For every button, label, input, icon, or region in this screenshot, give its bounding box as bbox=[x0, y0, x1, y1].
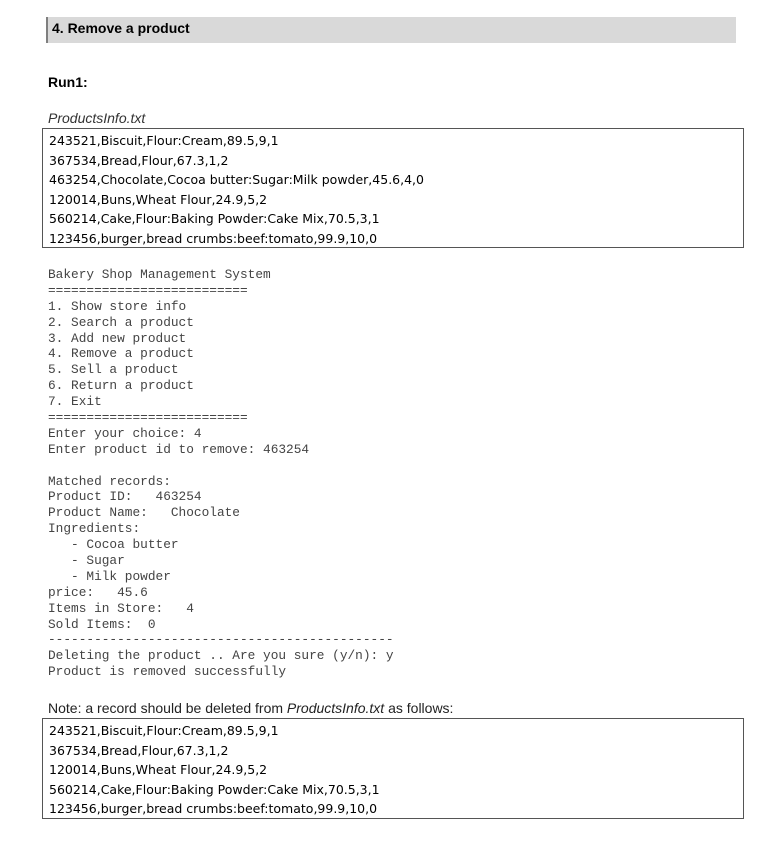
console-line: Matched records: bbox=[48, 473, 171, 489]
console-line: 3. Add new product bbox=[48, 330, 187, 346]
console-line: - Sugar bbox=[48, 553, 125, 569]
console-line bbox=[48, 458, 394, 474]
console-line: Ingredients: bbox=[48, 521, 141, 537]
console-line: Sold Items: 0 bbox=[48, 616, 156, 632]
note-text bbox=[48, 700, 453, 716]
file-line: 123456,burger,bread crumbs:beef:tomato,99.9,10,0 bbox=[49, 230, 378, 246]
file-line: 243521,Biscuit,Flour:Cream,89.5,9,1 bbox=[49, 723, 279, 738]
file-caption: ProductsInfo.txt bbox=[48, 110, 146, 126]
console-line: --------------------------------------------- bbox=[48, 632, 394, 648]
note-suffix: as follows: bbox=[384, 700, 454, 716]
file-line: 123456,burger,bread crumbs:beef:tomato,99.9,10,0 bbox=[49, 801, 378, 817]
file-line: 560214,Cake,Flour:Baking Powder:Cake Mix,70.5,3,1 bbox=[49, 211, 380, 227]
file-contents-before bbox=[42, 128, 744, 248]
console-line: Enter product id to remove: 463254 bbox=[48, 441, 310, 457]
console-line: 6. Return a product bbox=[48, 378, 194, 394]
console-line: Product ID: 463254 bbox=[48, 489, 202, 505]
console-line: Deleting the product .. Are you sure (y/n): y bbox=[48, 648, 394, 664]
console-line: Product Name: Chocolate bbox=[48, 505, 240, 521]
section-title: 4. Remove a product bbox=[52, 20, 190, 36]
file-line: 367534,Bread,Flour,67.3,1,2 bbox=[49, 742, 229, 758]
console-line: - Milk powder bbox=[48, 568, 171, 584]
console-line: 5. Sell a product bbox=[48, 362, 179, 378]
console-line: Enter your choice: 4 bbox=[48, 425, 202, 441]
console-line: Product is removed successfully bbox=[48, 664, 287, 680]
file-line: 560214,Cake,Flour:Baking Powder:Cake Mix,70.5,3,1 bbox=[49, 781, 380, 797]
note-file: ProductsInfo.txt bbox=[286, 700, 385, 716]
console-line: ========================== bbox=[48, 410, 248, 426]
console-line: ========================== bbox=[48, 282, 248, 298]
file-line: 243521,Biscuit,Flour:Cream,89.5,9,1 bbox=[49, 133, 279, 148]
console-output bbox=[48, 267, 394, 680]
console-line: Items in Store: 4 bbox=[48, 600, 194, 616]
console-line: 2. Search a product bbox=[48, 314, 194, 330]
console-line: - Cocoa butter bbox=[48, 537, 179, 553]
console-line: price: 45.6 bbox=[48, 584, 148, 600]
section-heading bbox=[46, 17, 736, 43]
file-line: 463254,Chocolate,Cocoa butter:Sugar:Milk powder,45.6,4,0 bbox=[49, 172, 424, 188]
console-line: 7. Exit bbox=[48, 394, 102, 410]
console-line: 4. Remove a product bbox=[48, 346, 194, 362]
file-line: 120014,Buns,Wheat Flour,24.9,5,2 bbox=[49, 191, 268, 207]
console-line: Bakery Shop Management System bbox=[48, 267, 271, 282]
console-line: 1. Show store info bbox=[48, 298, 187, 314]
run-label: Run1: bbox=[48, 74, 88, 90]
file-line: 120014,Buns,Wheat Flour,24.9,5,2 bbox=[49, 762, 268, 778]
note-prefix: Note: a record should be deleted from bbox=[48, 700, 287, 716]
file-contents-after bbox=[42, 718, 744, 819]
file-line: 367534,Bread,Flour,67.3,1,2 bbox=[49, 152, 229, 168]
